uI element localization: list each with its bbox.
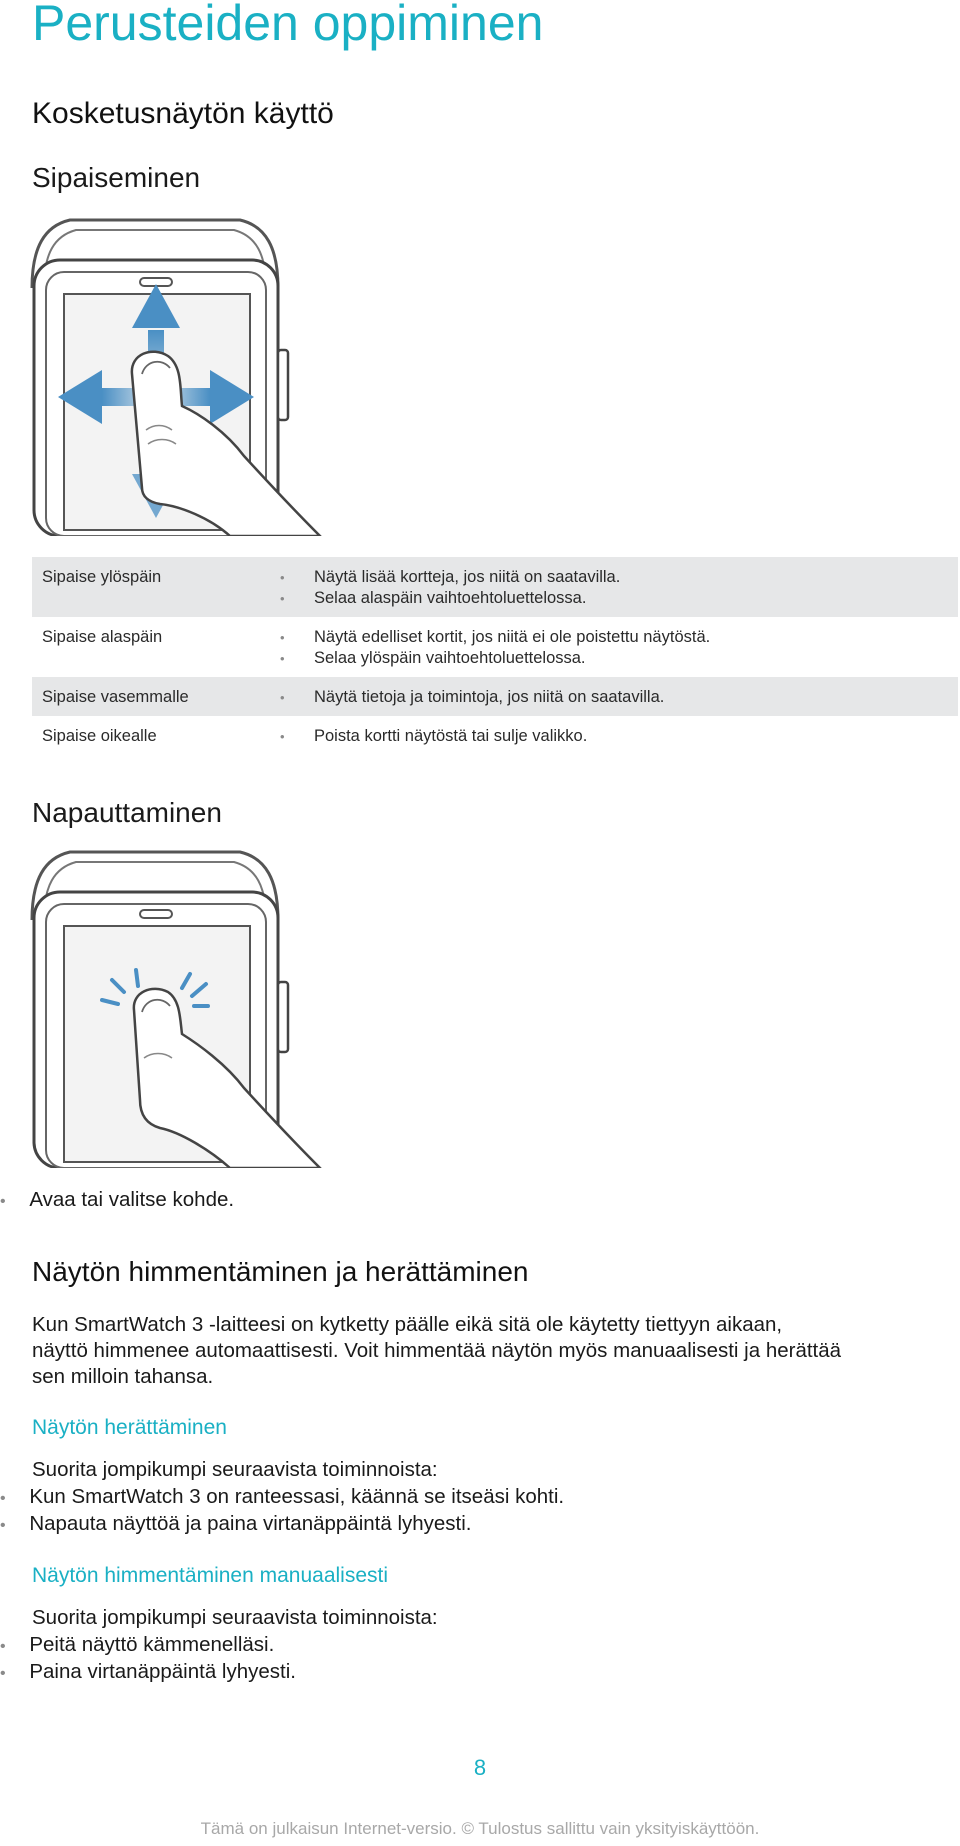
swipe-heading: Sipaiseminen xyxy=(32,162,201,193)
list-item-text: Peitä näyttö kämmenelläsi. xyxy=(29,1633,275,1656)
list-item xyxy=(0,1660,296,1684)
list-item-text: Avaa tai valitse kohde. xyxy=(29,1188,235,1211)
table-row xyxy=(32,557,958,617)
gesture-cell: Sipaise alaspäin xyxy=(42,628,163,646)
paragraph-line: Kun SmartWatch 3 -laitteesi on kytketty päälle eikä sitä ole käytetty tiettyyn aikaan, xyxy=(32,1313,783,1336)
action-item: Näytä lisää kortteja, jos niitä on saatavilla. xyxy=(314,568,621,586)
action-item: Poista kortti näytöstä tai sulje valikko. xyxy=(314,727,588,745)
list-item-text: Paina virtanäppäintä lyhyesti. xyxy=(29,1660,296,1683)
footer-note: Tämä on julkaisun Internet-versio. © Tulostus sallittu vain yksityiskäyttöön. xyxy=(200,1819,760,1838)
lead-text: Suorita jompikumpi seuraavista toiminnoista: xyxy=(32,1458,438,1481)
paragraph-line: sen milloin tahansa. xyxy=(32,1365,214,1388)
bullet-column: • • xyxy=(280,570,285,606)
page-title: Perusteiden oppiminen xyxy=(32,0,544,51)
action-cell xyxy=(304,617,958,677)
swipe-gesture-table xyxy=(32,557,958,755)
gesture-cell: Sipaise ylöspäin xyxy=(42,568,162,586)
lead-text: Suorita jompikumpi seuraavista toiminnoista: xyxy=(32,1606,438,1629)
list-item xyxy=(0,1485,564,1509)
page-number: 8 xyxy=(473,1755,487,1780)
intro-paragraph xyxy=(32,1312,960,1390)
bullet-icon: • xyxy=(0,1665,6,1682)
list-item xyxy=(0,1633,274,1657)
action-cell xyxy=(304,557,958,617)
tap-gesture-illustration xyxy=(30,850,330,1168)
action-item: Selaa alaspäin vaihtoehtoluettelossa. xyxy=(314,589,587,607)
subsection-title: Näytön himmentäminen manuaalisesti xyxy=(32,1564,389,1587)
swipe-gesture-illustration xyxy=(30,218,330,536)
list-item xyxy=(0,1188,234,1212)
subsection-title: Näytön herättäminen xyxy=(32,1416,227,1439)
bullet-icon: • xyxy=(0,1517,6,1534)
bullet-icon: • xyxy=(0,1193,6,1210)
action-cell xyxy=(304,716,958,755)
gesture-cell: Sipaise oikealle xyxy=(42,727,157,745)
bullet-column: • xyxy=(280,729,285,744)
table-row xyxy=(32,677,958,716)
action-item: Selaa ylöspäin vaihtoehtoluettelossa. xyxy=(314,649,586,667)
bullet-icon: • xyxy=(0,1638,6,1655)
section-title: Näytön himmentäminen ja herättäminen xyxy=(32,1256,529,1287)
table-row xyxy=(32,617,958,677)
table-row xyxy=(32,716,958,755)
paragraph-line: näyttö himmenee automaattisesti. Voit himmentää näytön myös manuaalisesti ja herättää xyxy=(32,1339,842,1362)
list-item xyxy=(0,1512,472,1536)
list-item-text: Kun SmartWatch 3 on ranteessasi, käännä se itseäsi kohti. xyxy=(29,1485,565,1508)
bullet-icon: • xyxy=(0,1490,6,1507)
action-cell xyxy=(304,677,958,716)
section-title: Kosketusnäytön käyttö xyxy=(32,97,334,130)
action-item: Näytä edelliset kortit, jos niitä ei ole poistettu näytöstä. xyxy=(314,628,711,646)
bullet-column: • xyxy=(280,690,285,705)
list-item-text: Napauta näyttöä ja paina virtanäppäintä lyhyesti. xyxy=(29,1512,472,1535)
action-item: Näytä tietoja ja toimintoja, jos niitä on saatavilla. xyxy=(314,688,665,706)
bullet-column: • • xyxy=(280,630,285,666)
gesture-cell: Sipaise vasemmalle xyxy=(42,688,189,706)
tap-heading: Napauttaminen xyxy=(32,797,222,828)
